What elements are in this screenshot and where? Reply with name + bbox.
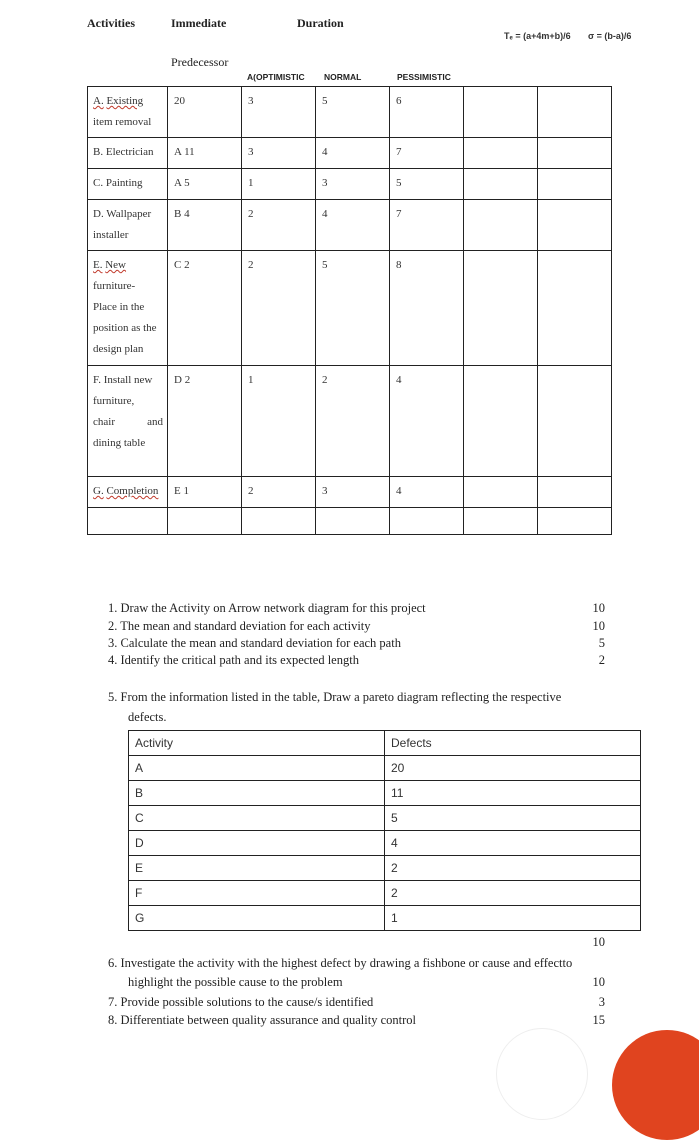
question-7: 7. Provide possible solutions to the cause/s identified: [108, 995, 374, 1009]
activity-name-continuation: furniture-: [93, 280, 136, 292]
question-4-marks: 2: [598, 653, 605, 667]
activity-code: E.: [93, 259, 103, 271]
optimistic-header: A(OPTIMISTIC: [247, 72, 305, 82]
activity-name-line: [93, 204, 163, 225]
activity-predecessor-cell: A 5: [168, 169, 242, 200]
activity-name: Existing: [106, 95, 144, 107]
empty-cell: [538, 87, 612, 138]
empty-cell: [464, 169, 538, 200]
defect-activity-cell: B: [129, 781, 385, 806]
activity-name-cell: [88, 366, 168, 477]
defect-count-cell: 5: [385, 806, 641, 831]
defect-count-cell: 4: [385, 831, 641, 856]
activity-predecessor-cell: E 1: [168, 477, 242, 508]
activity-optimistic-cell: 1: [242, 169, 316, 200]
activity-row: [88, 138, 612, 169]
activity-normal-cell: 4: [316, 200, 390, 251]
defect-activity-cell: E: [129, 856, 385, 881]
activity-name-continuation: item removal: [93, 116, 152, 128]
activity-pessimistic-cell: 5: [390, 169, 464, 200]
empty-cell: [538, 138, 612, 169]
question-1-marks: 10: [592, 601, 605, 615]
activity-name-line: [93, 370, 163, 391]
activity-optimistic-cell: 3: [242, 138, 316, 169]
empty-cell: [168, 508, 242, 535]
activity-pessimistic-cell: 4: [390, 477, 464, 508]
activity-name-cell: [88, 138, 168, 169]
question-7-marks: 3: [598, 995, 605, 1009]
empty-cell: [464, 251, 538, 366]
question-8: 8. Differentiate between quality assurance and quality control: [108, 1013, 416, 1027]
question-5-line1: 5. From the information listed in the table, Draw a pareto diagram reflecting the respective: [108, 690, 562, 704]
empty-cell: [538, 366, 612, 477]
activity-predecessor-cell: A 11: [168, 138, 242, 169]
defects-table: [128, 730, 641, 931]
empty-cell: [390, 508, 464, 535]
activity-normal-cell: 3: [316, 169, 390, 200]
question-5-line2: defects.: [128, 710, 167, 724]
defects-col-defects: Defects: [385, 731, 641, 756]
activity-normal-cell: 4: [316, 138, 390, 169]
activity-pessimistic-cell: 6: [390, 87, 464, 138]
empty-cell: [464, 200, 538, 251]
table-row: [129, 906, 641, 931]
question-3-marks: 5: [598, 636, 605, 650]
activities-header: Activities: [87, 16, 135, 30]
question-6-marks: 10: [592, 975, 605, 989]
activity-name: New: [105, 259, 127, 271]
defect-count-cell: 2: [385, 881, 641, 906]
empty-cell: [242, 508, 316, 535]
normal-header: NORMAL: [324, 72, 362, 82]
activity-name-cell: [88, 87, 168, 138]
activity-optimistic-cell: 1: [242, 366, 316, 477]
activity-name: Wallpaper: [106, 208, 152, 220]
activity-predecessor-cell: B 4: [168, 200, 242, 251]
empty-cell: [538, 169, 612, 200]
empty-cell: [464, 508, 538, 535]
predecessor-header: Predecessor: [171, 55, 229, 69]
immediate-header: Immediate: [171, 16, 227, 30]
defect-activity-cell: D: [129, 831, 385, 856]
activity-normal-cell: 2: [316, 366, 390, 477]
empty-cell: [464, 138, 538, 169]
empty-cell: [538, 477, 612, 508]
activity-predecessor-cell: 20: [168, 87, 242, 138]
activity-row: [88, 200, 612, 251]
activity-name-line: [93, 481, 163, 502]
empty-row: [88, 508, 612, 535]
question-2: 2. The mean and standard deviation for each activity: [108, 619, 371, 633]
activity-name-continuation: position as the: [93, 322, 157, 334]
activity-pessimistic-cell: 7: [390, 200, 464, 251]
activity-pessimistic-cell: 4: [390, 366, 464, 477]
activity-name-line: [93, 142, 163, 163]
activity-name-cell: [88, 200, 168, 251]
activity-name-line: [93, 255, 163, 276]
defect-activity-cell: G: [129, 906, 385, 931]
activity-row: [88, 251, 612, 366]
activity-name-cell: [88, 251, 168, 366]
defect-activity-cell: A: [129, 756, 385, 781]
activity-name-continuation: installer: [93, 229, 129, 241]
empty-cell: [88, 508, 168, 535]
activity-normal-cell: 5: [316, 87, 390, 138]
activity-name-line: [93, 91, 163, 112]
defects-header-row: [129, 731, 641, 756]
activity-name: Electrician: [105, 146, 154, 158]
empty-cell: [464, 477, 538, 508]
defects-col-activity: Activity: [129, 731, 385, 756]
faint-circle-decoration: [496, 1028, 588, 1120]
activity-name-continuation: design plan: [93, 343, 144, 355]
activity-normal-cell: 5: [316, 251, 390, 366]
empty-cell: [538, 200, 612, 251]
activity-name-line: [93, 173, 163, 194]
table-row: [129, 781, 641, 806]
activity-pessimistic-cell: 8: [390, 251, 464, 366]
sigma-formula: σ = (b-a)/6: [588, 31, 632, 41]
empty-cell: [464, 87, 538, 138]
activity-name-continuation: dining table: [93, 437, 146, 449]
question-5-marks: 10: [592, 935, 605, 949]
defect-count-cell: 20: [385, 756, 641, 781]
activity-code: B.: [93, 146, 104, 158]
empty-cell: [316, 508, 390, 535]
activity-name: Painting: [105, 177, 143, 189]
activity-optimistic-cell: 3: [242, 87, 316, 138]
activity-code: A.: [93, 95, 104, 107]
activity-optimistic-cell: 2: [242, 477, 316, 508]
table-row: [129, 831, 641, 856]
question-6-line1: 6. Investigate the activity with the highest defect by drawing a fishbone or cause and effectto: [108, 956, 573, 970]
table-row: [129, 856, 641, 881]
te-formula: Tₑ = (a+4m+b)/6: [504, 31, 571, 41]
defect-count-cell: 2: [385, 856, 641, 881]
question-6-line2: highlight the possible cause to the problem: [128, 975, 343, 989]
defect-count-cell: 1: [385, 906, 641, 931]
question-8-marks: 15: [592, 1013, 605, 1027]
activity-name-cell: [88, 169, 168, 200]
table-row: [129, 806, 641, 831]
duration-header: Duration: [297, 16, 344, 30]
question-3: 3. Calculate the mean and standard deviation for each path: [108, 636, 401, 650]
empty-cell: [464, 366, 538, 477]
table-row: [129, 756, 641, 781]
floating-action-button[interactable]: [612, 1030, 699, 1140]
activity-name-cell: [88, 477, 168, 508]
pessimistic-header: PESSIMISTIC: [397, 72, 451, 82]
activity-name-continuation: furniture,: [93, 395, 135, 407]
empty-cell: [538, 251, 612, 366]
defect-count-cell: 11: [385, 781, 641, 806]
activity-code: F.: [93, 374, 101, 386]
activity-row: [88, 87, 612, 138]
activity-predecessor-cell: C 2: [168, 251, 242, 366]
activity-optimistic-cell: 2: [242, 251, 316, 366]
table-row: [129, 881, 641, 906]
activity-row: [88, 366, 612, 477]
question-4: 4. Identify the critical path and its expected length: [108, 653, 359, 667]
activity-row: [88, 169, 612, 200]
activity-name: Completion: [106, 485, 159, 497]
question-2-marks: 10: [592, 619, 605, 633]
activity-predecessor-cell: D 2: [168, 366, 242, 477]
defect-activity-cell: C: [129, 806, 385, 831]
activity-table: [87, 86, 612, 535]
activity-code: D.: [93, 208, 104, 220]
question-1: 1. Draw the Activity on Arrow network diagram for this project: [108, 601, 426, 615]
activity-row: [88, 477, 612, 508]
activity-name-continuation: chair and: [93, 416, 163, 428]
activity-normal-cell: 3: [316, 477, 390, 508]
defect-activity-cell: F: [129, 881, 385, 906]
activity-pessimistic-cell: 7: [390, 138, 464, 169]
activity-optimistic-cell: 2: [242, 200, 316, 251]
empty-cell: [538, 508, 612, 535]
activity-code: G.: [93, 485, 104, 497]
activity-name: Install new: [103, 374, 153, 386]
activity-name-continuation: Place in the: [93, 301, 145, 313]
activity-code: C.: [93, 177, 104, 189]
